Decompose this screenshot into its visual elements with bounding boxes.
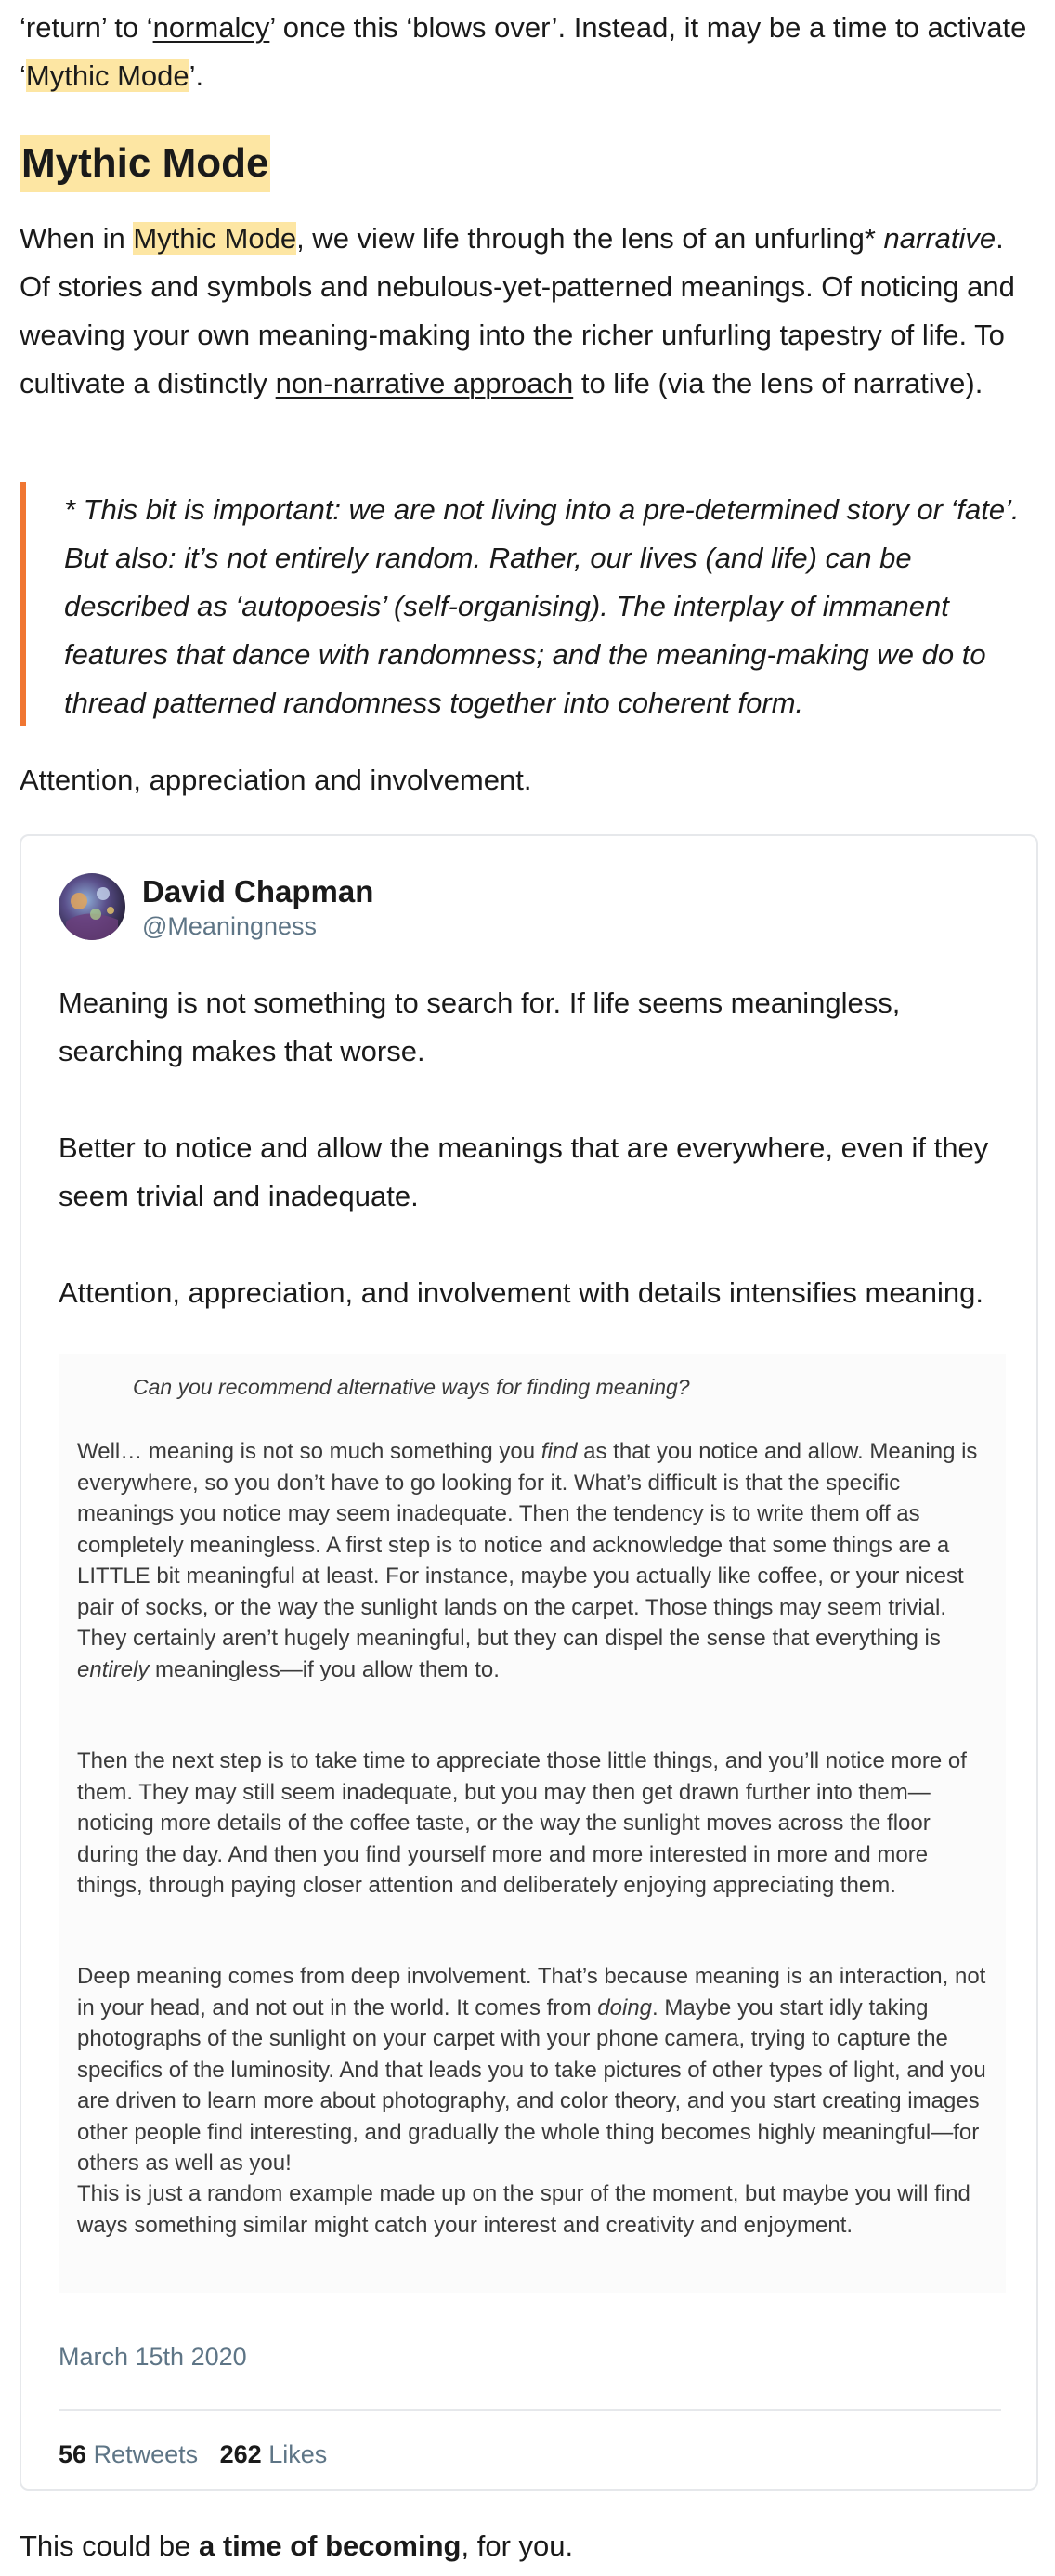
- blockquote-text: * This bit is important: we are not living into a pre-determined story or ‘fate’. But also: it’s not entirely random. Rather, our lives (and life) can be described as ‘autopoesis’ (self-organising). The interplay of immanent features that dance with randomness; and the meaning-making we do to thread patterned randomness together into coherent form.: [64, 493, 1020, 719]
- like-count: 262: [219, 2440, 262, 2468]
- tweet-image[interactable]: [59, 1354, 1006, 2293]
- image-emphasis: entirely: [77, 1656, 150, 1682]
- closing-text: , for you.: [461, 2530, 574, 2562]
- mythic-mode-paragraph: [20, 215, 1036, 408]
- tweet-author-handle[interactable]: @Meaningness: [142, 912, 318, 940]
- avatar-image: [59, 873, 125, 940]
- footnote-blockquote: [20, 482, 1043, 726]
- image-answer-paragraph: Then the next step is to take time to appreciate those little things, and you’ll notice more of them. They may still seem inadequate, but you may then get drawn further into them—noticing more details of the coffee taste, or the way the sunlight moves across the floor during the day. And then you find yourself more and more interested in more and more things, through paying closer attention and deliberately enjoying appreciating them.: [77, 1748, 967, 1898]
- image-text: . Maybe you start idly taking photographs of the sunlight on your carpet with your phone camera, trying to capture the specifics of the luminosity. And that leads you to take pictures of other types of light, and you are driven to learn more about photography, and color theory, and you start creating images other people find interesting, and gradually the whole thing becomes highly meaningful—for others as well as you!: [77, 1994, 986, 2176]
- tweet-date[interactable]: March 15th 2020: [59, 2343, 247, 2371]
- image-text: meaningless—if you allow them to.: [149, 1656, 500, 1682]
- section-heading: Mythic Mode: [20, 135, 270, 192]
- embedded-tweet[interactable]: [20, 834, 1038, 2491]
- image-answer-paragraph: [77, 1961, 987, 2179]
- closing-paragraph: [20, 2522, 1036, 2570]
- intro-text: ‘return’ to ‘: [20, 11, 153, 44]
- image-text: as that you notice and allow. Meaning is everywhere, so you don’t have to go looking for it. What’s difficult is that the specific meanings you notice may seem inadequate. Then the tendency is to write them off as completely meaningless. A first step is to notice and acknowledge that some things are a LITTLE bit meaningful at least. For instance, maybe you actually like coffee, or your nicest pair of socks, or the way the sunlight lands on the carpet. Those things may seem trivial. They certainly aren’t hugely meaningful, but they can dispel the sense that everything is: [77, 1439, 978, 1651]
- intro-text: ’ once this ‘blows over’. Instead, it may be a time to activate ‘: [20, 11, 1027, 92]
- retweet-count: 56: [59, 2440, 87, 2468]
- avatar[interactable]: [59, 873, 125, 940]
- image-emphasis: find: [541, 1439, 578, 1464]
- likes-label[interactable]: Likes: [268, 2440, 328, 2468]
- closing-text: This could be: [20, 2530, 199, 2562]
- divider: [59, 2409, 1001, 2411]
- body-text: , we view life through the lens of an unfurling*: [296, 222, 884, 255]
- image-answer-paragraph: [77, 1436, 987, 1685]
- body-text: to life (via the lens of narrative).: [573, 367, 983, 399]
- attention-paragraph: Attention, appreciation and involvement.: [20, 764, 532, 796]
- image-text: Well… meaning is not so much something you: [77, 1439, 541, 1464]
- tweet-text: Better to notice and allow the meanings that are everywhere, even if they seem trivial and inadequate.: [59, 1131, 989, 1212]
- image-emphasis: doing: [597, 1994, 653, 2020]
- tweet-text: Attention, appreciation, and involvement with details intensifies meaning.: [59, 1276, 984, 1309]
- tweet-stats: [59, 2439, 327, 2470]
- mythic-mode-highlight: Mythic Mode: [133, 222, 297, 255]
- body-text: When in: [20, 222, 134, 255]
- tweet-author-name[interactable]: David Chapman: [142, 874, 374, 909]
- image-question: Can you recommend alternative ways for finding meaning?: [133, 1375, 690, 1399]
- non-narrative-approach-link[interactable]: non-narrative approach: [275, 367, 574, 399]
- narrative-emphasis: narrative: [883, 222, 996, 255]
- image-answer-paragraph: This is just a random example made up on the spur of the moment, but maybe you will find ways something similar might catch your interest and creativity and enjoyment.: [77, 2181, 970, 2238]
- tweet-text: Meaning is not something to search for. If life seems meaningless, searching makes that worse.: [59, 987, 901, 1067]
- image-text: Deep meaning comes from deep involvement. That’s because meaning is an interaction, not in your head, and not out in the world. It comes from: [77, 1964, 986, 2020]
- closing-bold-text: a time of becoming: [199, 2530, 462, 2562]
- retweets-label[interactable]: Retweets: [93, 2440, 199, 2468]
- mythic-mode-highlight: Mythic Mode: [25, 59, 189, 92]
- normalcy-link[interactable]: normalcy: [152, 11, 270, 44]
- body-text: . Of stories and symbols and nebulous-yet-patterned meanings. Of noticing and weaving your own meaning-making into the richer unfurling tapestry of life. To cultivate a distinctly: [20, 222, 1015, 399]
- intro-text: ’.: [189, 59, 204, 92]
- intro-paragraph: [20, 4, 1036, 100]
